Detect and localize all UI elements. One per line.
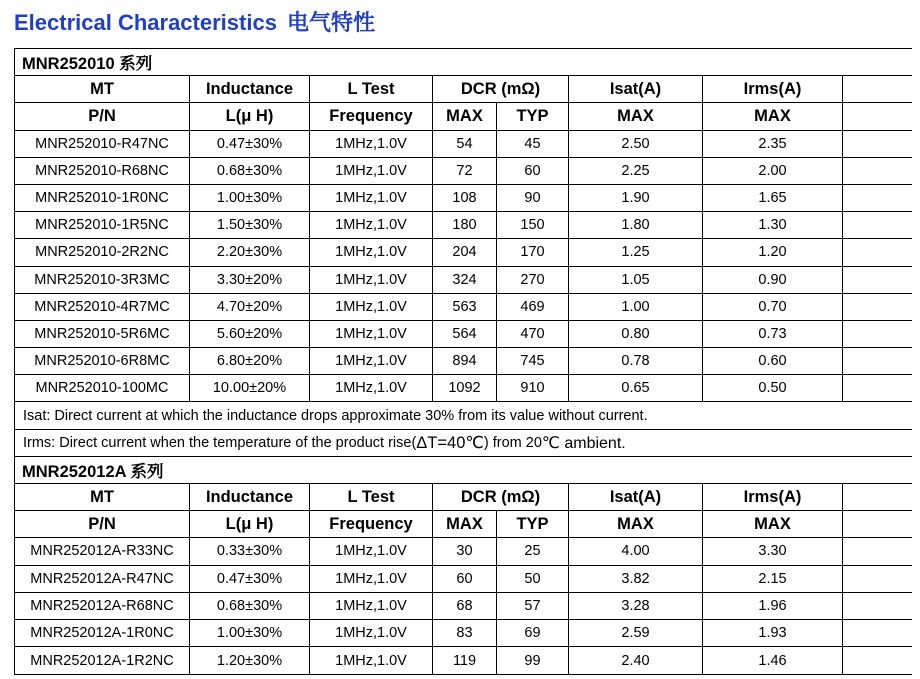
header-ltest: L Test xyxy=(310,484,433,510)
dcr-typ-cell: 745 xyxy=(497,348,569,374)
inductance-cell: 2.20±30% xyxy=(190,239,310,265)
test-frequency-cell: 1MHz,1.0V xyxy=(310,131,433,157)
dcr-max-cell: 894 xyxy=(433,348,497,374)
spacer-cell xyxy=(843,321,912,347)
characteristics-table xyxy=(14,48,912,675)
part-number-cell: MNR252010-3R3MC xyxy=(15,267,190,293)
dcr-max-cell: 60 xyxy=(433,566,497,592)
dcr-max-cell: 324 xyxy=(433,267,497,293)
inductance-cell: 3.30±20% xyxy=(190,267,310,293)
part-number-cell: MNR252012A-R33NC xyxy=(15,538,190,564)
header-dcr: DCR (mΩ) xyxy=(433,484,569,510)
table-row xyxy=(15,212,912,239)
dcr-max-cell: 180 xyxy=(433,212,497,238)
header-l: L(μ H) xyxy=(190,103,310,129)
isat-max-cell: 1.05 xyxy=(569,267,703,293)
header-irms-max: MAX xyxy=(703,511,843,537)
test-frequency-cell: 1MHz,1.0V xyxy=(310,321,433,347)
irms-max-cell: 2.00 xyxy=(703,158,843,184)
inductance-cell: 1.50±30% xyxy=(190,212,310,238)
table-row xyxy=(15,294,912,321)
irms-max-cell: 2.35 xyxy=(703,131,843,157)
spacer-cell xyxy=(843,185,912,211)
dcr-typ-cell: 270 xyxy=(497,267,569,293)
header-dcr-typ: TYP xyxy=(497,511,569,537)
spacer-cell xyxy=(843,620,912,646)
inductance-cell: 0.47±30% xyxy=(190,566,310,592)
table-row xyxy=(15,131,912,158)
spacer-cell xyxy=(843,239,912,265)
inductance-cell: 5.60±20% xyxy=(190,321,310,347)
dcr-max-cell: 564 xyxy=(433,321,497,347)
isat-max-cell: 1.90 xyxy=(569,185,703,211)
test-frequency-cell: 1MHz,1.0V xyxy=(310,158,433,184)
test-frequency-cell: 1MHz,1.0V xyxy=(310,538,433,564)
part-number-cell: MNR252010-1R5NC xyxy=(15,212,190,238)
note-irms-ambient: ℃ ambient. xyxy=(541,434,626,452)
inductance-cell: 0.68±30% xyxy=(190,158,310,184)
dcr-typ-cell: 57 xyxy=(497,593,569,619)
isat-max-cell: 4.00 xyxy=(569,538,703,564)
irms-max-cell: 3.30 xyxy=(703,538,843,564)
irms-max-cell: 1.65 xyxy=(703,185,843,211)
inductance-cell: 10.00±20% xyxy=(190,375,310,401)
dcr-typ-cell: 469 xyxy=(497,294,569,320)
dcr-max-cell: 72 xyxy=(433,158,497,184)
dcr-max-cell: 1092 xyxy=(433,375,497,401)
header-pn: P/N xyxy=(15,103,190,129)
dcr-max-cell: 108 xyxy=(433,185,497,211)
isat-max-cell: 0.78 xyxy=(569,348,703,374)
header-ltest: L Test xyxy=(310,76,433,102)
irms-max-cell: 1.93 xyxy=(703,620,843,646)
isat-max-cell: 0.65 xyxy=(569,375,703,401)
dcr-typ-cell: 170 xyxy=(497,239,569,265)
isat-max-cell: 0.80 xyxy=(569,321,703,347)
note-irms-part1: Irms: Direct current when the temperature of the product rise( xyxy=(23,434,417,451)
note-isat: Isat: Direct current at which the inductance drops approximate 30% from its value without current. xyxy=(23,407,648,424)
header-isat: Isat(A) xyxy=(569,76,703,102)
spacer-cell xyxy=(843,593,912,619)
spacer-cell xyxy=(843,158,912,184)
header-row-2 xyxy=(15,103,912,130)
irms-max-cell: 0.70 xyxy=(703,294,843,320)
spacer-cell xyxy=(843,375,912,401)
dcr-typ-cell: 150 xyxy=(497,212,569,238)
header-spacer xyxy=(843,511,912,537)
isat-max-cell: 2.59 xyxy=(569,620,703,646)
note-irms xyxy=(15,430,626,456)
dcr-typ-cell: 25 xyxy=(497,538,569,564)
spacer-cell xyxy=(843,566,912,592)
series-row xyxy=(15,49,912,76)
header-inductance: Inductance xyxy=(190,76,310,102)
test-frequency-cell: 1MHz,1.0V xyxy=(310,348,433,374)
inductance-cell: 1.00±30% xyxy=(190,620,310,646)
note-irms-part2: ) from 20 xyxy=(483,434,542,451)
dcr-typ-cell: 45 xyxy=(497,131,569,157)
isat-max-cell: 3.28 xyxy=(569,593,703,619)
header-mt: MT xyxy=(15,76,190,102)
table-row xyxy=(15,375,912,402)
note-row xyxy=(15,402,912,429)
isat-max-cell: 2.40 xyxy=(569,647,703,674)
spacer-cell xyxy=(843,267,912,293)
header-inductance: Inductance xyxy=(190,484,310,510)
header-dcr-typ: TYP xyxy=(497,103,569,129)
irms-max-cell: 0.50 xyxy=(703,375,843,401)
header-dcr-max: MAX xyxy=(433,103,497,129)
dcr-typ-cell: 910 xyxy=(497,375,569,401)
dcr-max-cell: 30 xyxy=(433,538,497,564)
header-spacer xyxy=(843,103,912,129)
header-pn: P/N xyxy=(15,511,190,537)
table-row xyxy=(15,647,912,674)
test-frequency-cell: 1MHz,1.0V xyxy=(310,566,433,592)
irms-max-cell: 0.90 xyxy=(703,267,843,293)
irms-max-cell: 1.30 xyxy=(703,212,843,238)
part-number-cell: MNR252012A-R47NC xyxy=(15,566,190,592)
series-row xyxy=(15,457,912,484)
header-spacer xyxy=(843,76,912,102)
header-dcr: DCR (mΩ) xyxy=(433,76,569,102)
part-number-cell: MNR252010-6R8MC xyxy=(15,348,190,374)
part-number-cell: MNR252010-2R2NC xyxy=(15,239,190,265)
table-row xyxy=(15,620,912,647)
table-row xyxy=(15,239,912,266)
dcr-max-cell: 54 xyxy=(433,131,497,157)
spacer-cell xyxy=(843,647,912,674)
header-isat-max: MAX xyxy=(569,103,703,129)
inductance-cell: 0.68±30% xyxy=(190,593,310,619)
dcr-typ-cell: 60 xyxy=(497,158,569,184)
irms-max-cell: 1.96 xyxy=(703,593,843,619)
header-frequency: Frequency xyxy=(310,103,433,129)
test-frequency-cell: 1MHz,1.0V xyxy=(310,647,433,674)
dcr-typ-cell: 470 xyxy=(497,321,569,347)
part-number-cell: MNR252012A-R68NC xyxy=(15,593,190,619)
test-frequency-cell: 1MHz,1.0V xyxy=(310,239,433,265)
header-dcr-max: MAX xyxy=(433,511,497,537)
irms-max-cell: 1.46 xyxy=(703,647,843,674)
header-irms-max: MAX xyxy=(703,103,843,129)
header-mt: MT xyxy=(15,484,190,510)
test-frequency-cell: 1MHz,1.0V xyxy=(310,212,433,238)
dcr-max-cell: 68 xyxy=(433,593,497,619)
part-number-cell: MNR252010-R68NC xyxy=(15,158,190,184)
isat-max-cell: 2.25 xyxy=(569,158,703,184)
header-row-1 xyxy=(15,484,912,511)
table-row xyxy=(15,593,912,620)
header-irms: Irms(A) xyxy=(703,76,843,102)
spacer-cell xyxy=(843,538,912,564)
header-row-2 xyxy=(15,511,912,538)
inductance-cell: 1.20±30% xyxy=(190,647,310,674)
header-spacer xyxy=(843,484,912,510)
irms-max-cell: 0.73 xyxy=(703,321,843,347)
inductance-cell: 4.70±20% xyxy=(190,294,310,320)
inductance-cell: 0.47±30% xyxy=(190,131,310,157)
header-irms: Irms(A) xyxy=(703,484,843,510)
part-number-cell: MNR252012A-1R2NC xyxy=(15,647,190,674)
part-number-cell: MNR252010-5R6MC xyxy=(15,321,190,347)
inductance-cell: 1.00±30% xyxy=(190,185,310,211)
isat-max-cell: 1.25 xyxy=(569,239,703,265)
dcr-typ-cell: 69 xyxy=(497,620,569,646)
test-frequency-cell: 1MHz,1.0V xyxy=(310,593,433,619)
irms-max-cell: 1.20 xyxy=(703,239,843,265)
table-row xyxy=(15,267,912,294)
table-row xyxy=(15,566,912,593)
irms-max-cell: 0.60 xyxy=(703,348,843,374)
title-cn: 电气特性 xyxy=(286,10,375,35)
part-number-cell: MNR252010-4R7MC xyxy=(15,294,190,320)
inductance-cell: 6.80±20% xyxy=(190,348,310,374)
header-row-1 xyxy=(15,76,912,103)
header-l: L(μ H) xyxy=(190,511,310,537)
dcr-typ-cell: 99 xyxy=(497,647,569,674)
note-irms-delta: ΔT=40℃ xyxy=(416,433,484,452)
spacer-cell xyxy=(843,348,912,374)
part-number-cell: MNR252010-R47NC xyxy=(15,131,190,157)
page-title xyxy=(14,6,375,37)
note-row xyxy=(15,430,912,457)
part-number-cell: MNR252010-100MC xyxy=(15,375,190,401)
table-row xyxy=(15,348,912,375)
dcr-max-cell: 119 xyxy=(433,647,497,674)
part-number-cell: MNR252012A-1R0NC xyxy=(15,620,190,646)
header-isat: Isat(A) xyxy=(569,484,703,510)
test-frequency-cell: 1MHz,1.0V xyxy=(310,294,433,320)
header-frequency: Frequency xyxy=(310,511,433,537)
header-isat-max: MAX xyxy=(569,511,703,537)
table-row xyxy=(15,158,912,185)
dcr-max-cell: 204 xyxy=(433,239,497,265)
table-row xyxy=(15,538,912,565)
test-frequency-cell: 1MHz,1.0V xyxy=(310,375,433,401)
series-name: MNR252012A 系列 xyxy=(22,462,164,481)
isat-max-cell: 2.50 xyxy=(569,131,703,157)
series-name: MNR252010 系列 xyxy=(22,55,153,74)
title-en: Electrical Characteristics xyxy=(14,10,277,35)
dcr-max-cell: 563 xyxy=(433,294,497,320)
isat-max-cell: 3.82 xyxy=(569,566,703,592)
part-number-cell: MNR252010-1R0NC xyxy=(15,185,190,211)
spacer-cell xyxy=(843,212,912,238)
spacer-cell xyxy=(843,294,912,320)
test-frequency-cell: 1MHz,1.0V xyxy=(310,185,433,211)
isat-max-cell: 1.80 xyxy=(569,212,703,238)
irms-max-cell: 2.15 xyxy=(703,566,843,592)
table-row xyxy=(15,185,912,212)
inductance-cell: 0.33±30% xyxy=(190,538,310,564)
table-row xyxy=(15,321,912,348)
dcr-typ-cell: 90 xyxy=(497,185,569,211)
dcr-max-cell: 83 xyxy=(433,620,497,646)
isat-max-cell: 1.00 xyxy=(569,294,703,320)
test-frequency-cell: 1MHz,1.0V xyxy=(310,620,433,646)
spacer-cell xyxy=(843,131,912,157)
test-frequency-cell: 1MHz,1.0V xyxy=(310,267,433,293)
dcr-typ-cell: 50 xyxy=(497,566,569,592)
